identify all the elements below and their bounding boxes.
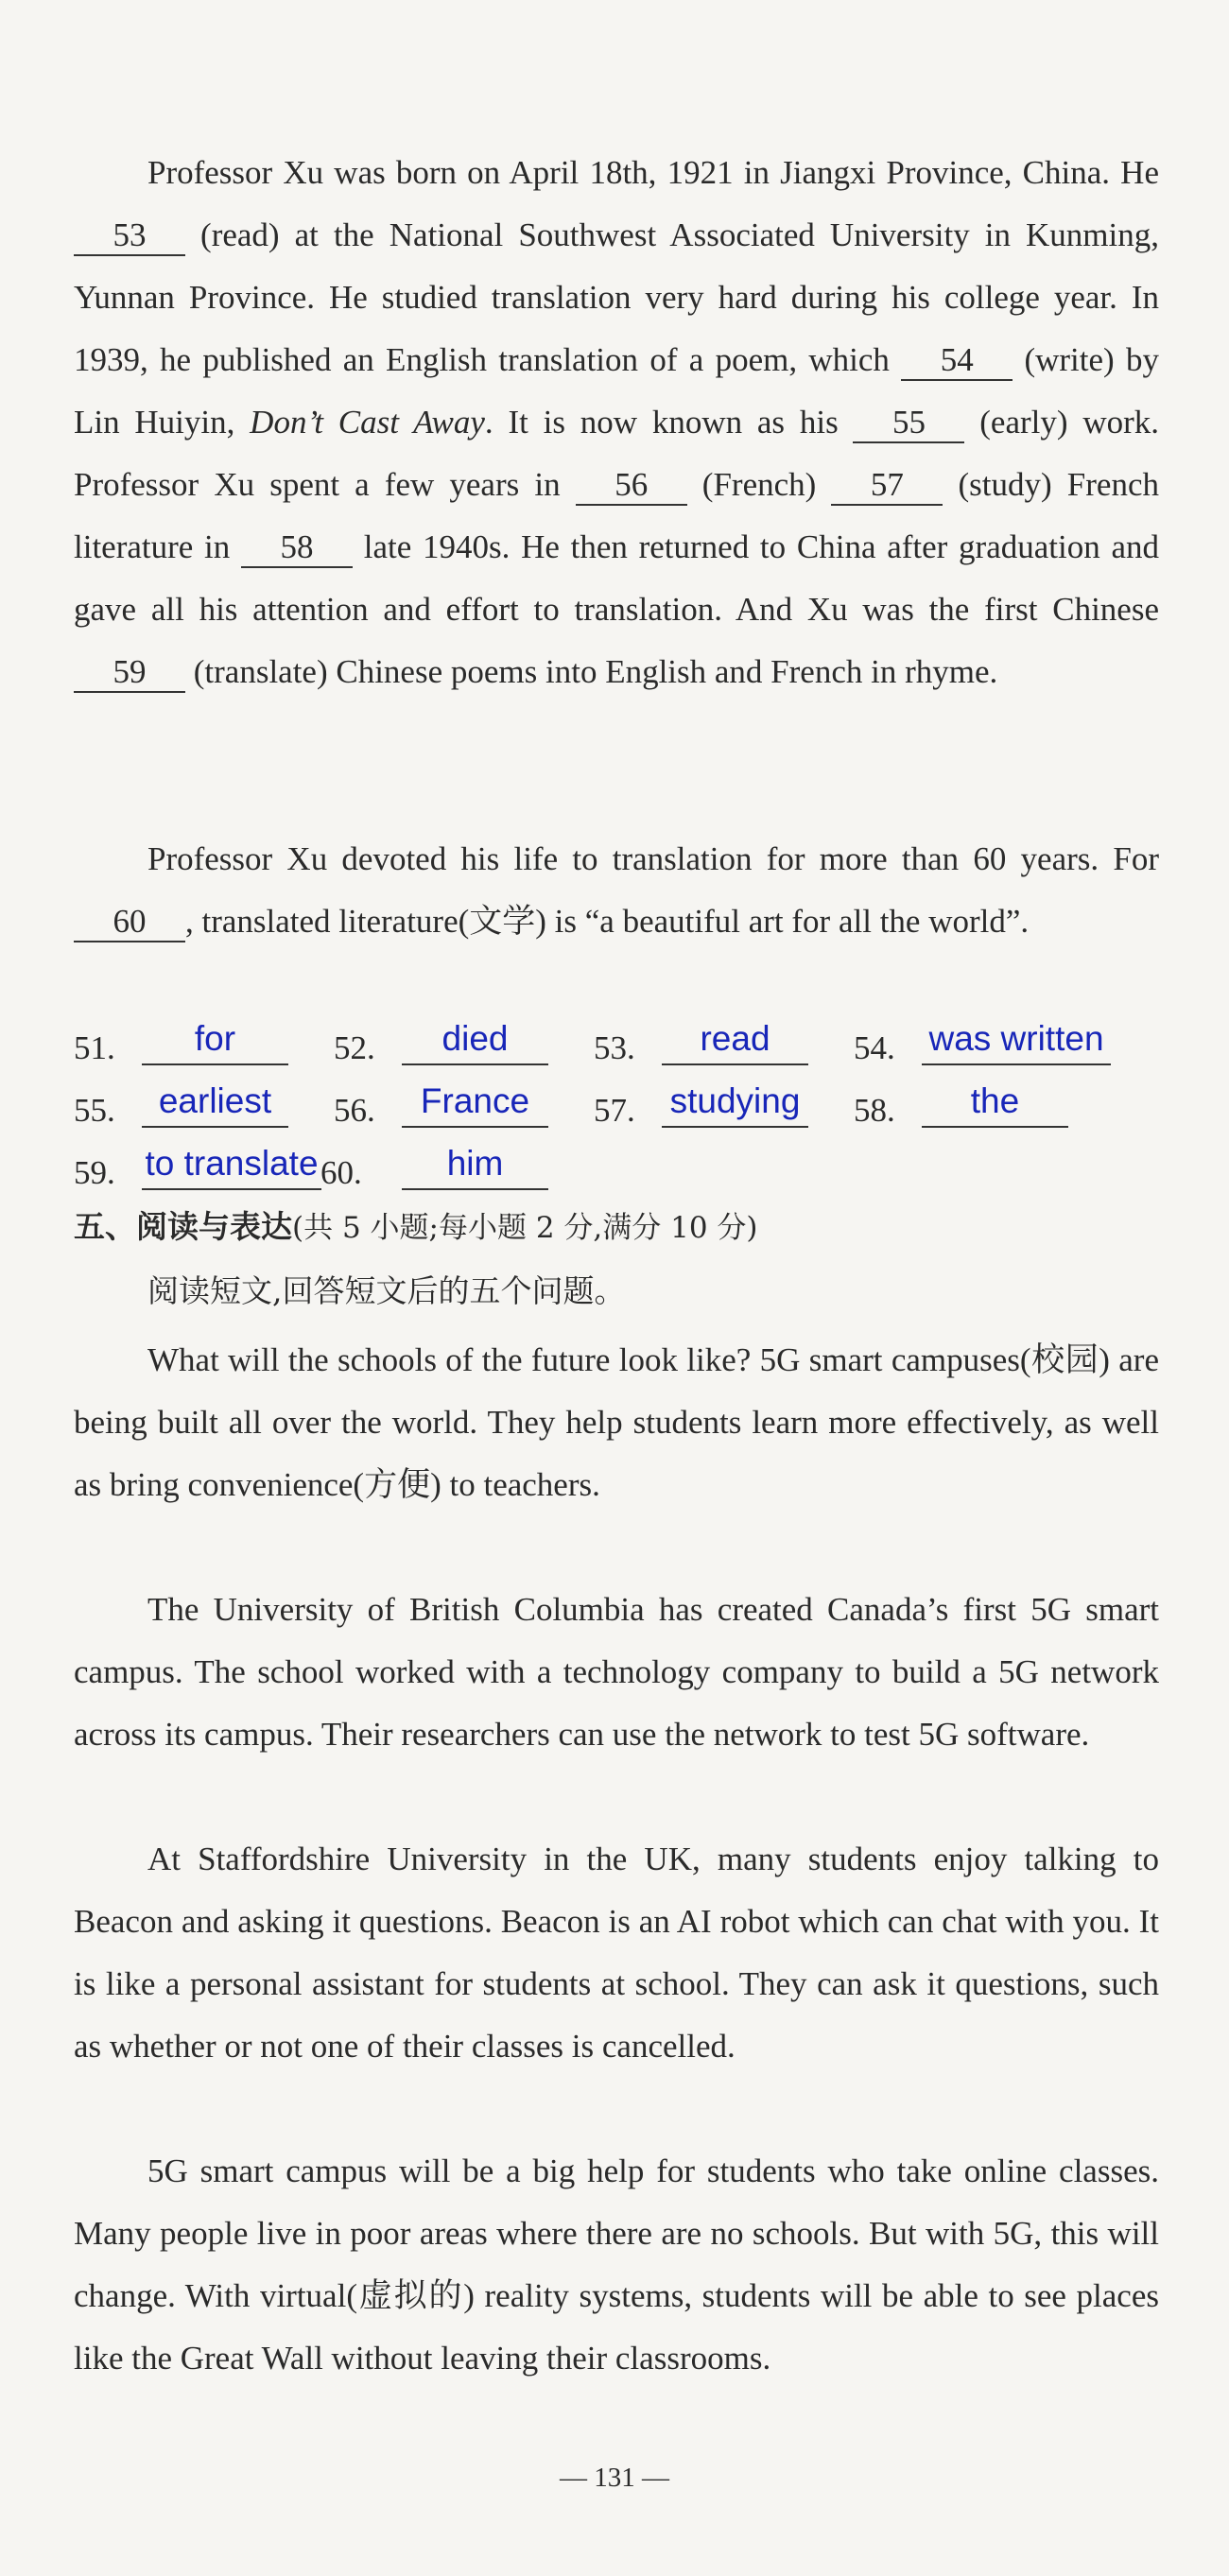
blank-53: 53 — [74, 216, 185, 256]
answer-text: him — [402, 1141, 548, 1190]
text-span: , translated literature(文学) is “a beautiful art for all the world”. — [185, 903, 1030, 940]
text-span: (French) — [686, 466, 832, 503]
answer-text: was written — [922, 1016, 1111, 1065]
passage1-paragraph-1 — [74, 142, 1159, 703]
text-span: Professor Xu devoted his life to translation for more than 60 years. For — [147, 840, 1159, 877]
answer-number: 58. — [854, 1092, 895, 1129]
blank-59: 59 — [74, 653, 185, 693]
blank-54: 54 — [901, 341, 1013, 381]
blank-57: 57 — [831, 466, 943, 506]
text-span: Professor Xu was born on April 18th, 1921 in Jiangxi Province, China. He — [147, 154, 1159, 191]
answer-number: 51. — [74, 1029, 115, 1066]
answer-text: read — [662, 1016, 808, 1065]
blank-60: 60 — [74, 903, 185, 942]
answer-number: 57. — [594, 1092, 635, 1129]
answer-row-1 — [74, 1016, 1159, 1079]
section-note: (共 5 小题;每小题 2 分,满分 10 分) — [292, 1211, 758, 1245]
text-span: (write) by Lin Huiyin, — [74, 341, 1159, 441]
passage2-paragraph-1: What will the schools of the future look like? 5G smart campuses(校园) are being built all over the world. They help students learn more effectively, as well as bring convenience(方便) to teachers. — [74, 1341, 1159, 1503]
blank-58: 58 — [241, 528, 353, 568]
reading-instruction: 阅读短文,回答短文后的五个问题。 — [147, 1272, 626, 1309]
passage2-paragraph-2: The University of British Columbia has created Canada’s first 5G smart campus. The school worked with a technology company to build a 5G network across its campus. Their researchers can use the network to test 5G software. — [74, 1591, 1159, 1753]
answer-text: France — [402, 1079, 548, 1128]
text-span: (translate) Chinese poems into English and French in rhyme. — [185, 653, 998, 690]
answer-number: 53. — [594, 1029, 635, 1066]
answer-number: 56. — [334, 1092, 375, 1129]
answer-text: earliest — [142, 1079, 288, 1128]
answer-text: died — [402, 1016, 548, 1065]
page-number: — 131 — — [560, 2463, 669, 2493]
section-heading — [74, 1202, 758, 1247]
answer-number: 60. — [320, 1154, 362, 1191]
answer-row-2 — [74, 1079, 1159, 1141]
answer-text: to translate — [142, 1141, 321, 1190]
answer-text: for — [142, 1016, 288, 1065]
section-title: 五、阅读与表达 — [74, 1208, 292, 1245]
text-span: (early) work. Professor Xu spent a few years in — [74, 404, 1160, 503]
blank-56: 56 — [576, 466, 687, 506]
answer-text: the — [922, 1079, 1068, 1128]
answer-number: 54. — [854, 1029, 895, 1066]
passage1-paragraph-2 — [74, 828, 1159, 953]
answer-number: 59. — [74, 1154, 115, 1191]
poem-title: Don’t Cast Away — [250, 404, 485, 441]
answer-text: studying — [662, 1079, 808, 1128]
text-span: late 1940s. He then returned to China after graduation and gave all his attention and effort to translation. And Xu was the first Chinese — [74, 528, 1159, 628]
passage2-paragraph-4: 5G smart campus will be a big help for students who take online classes. Many people live in poor areas where there are no schools. But with 5G, this will change. With virtual(虚拟的) reality systems, students will be able to see places like the Great Wall without leaving their classrooms. — [74, 2152, 1159, 2377]
blank-55: 55 — [853, 404, 964, 443]
text-span: (study) French literature in — [74, 466, 1159, 565]
answer-row-3 — [74, 1141, 1159, 1203]
answer-number: 55. — [74, 1092, 115, 1129]
text-span: . It is now known as his — [484, 404, 854, 441]
passage2-paragraph-3: At Staffordshire University in the UK, many students enjoy talking to Beacon and asking it questions. Beacon is an AI robot which can chat with you. It is like a personal assistant for students at school. They can ask it questions, such as whether or not one of their classes is cancelled. — [74, 1841, 1159, 2065]
answer-number: 52. — [334, 1029, 375, 1066]
text-span: (read) at the National Southwest Associated University in Kunming, Yunnan Province. He studied translation very hard during his college year. In 1939, he published an English translation of a poem, which — [74, 216, 1159, 378]
